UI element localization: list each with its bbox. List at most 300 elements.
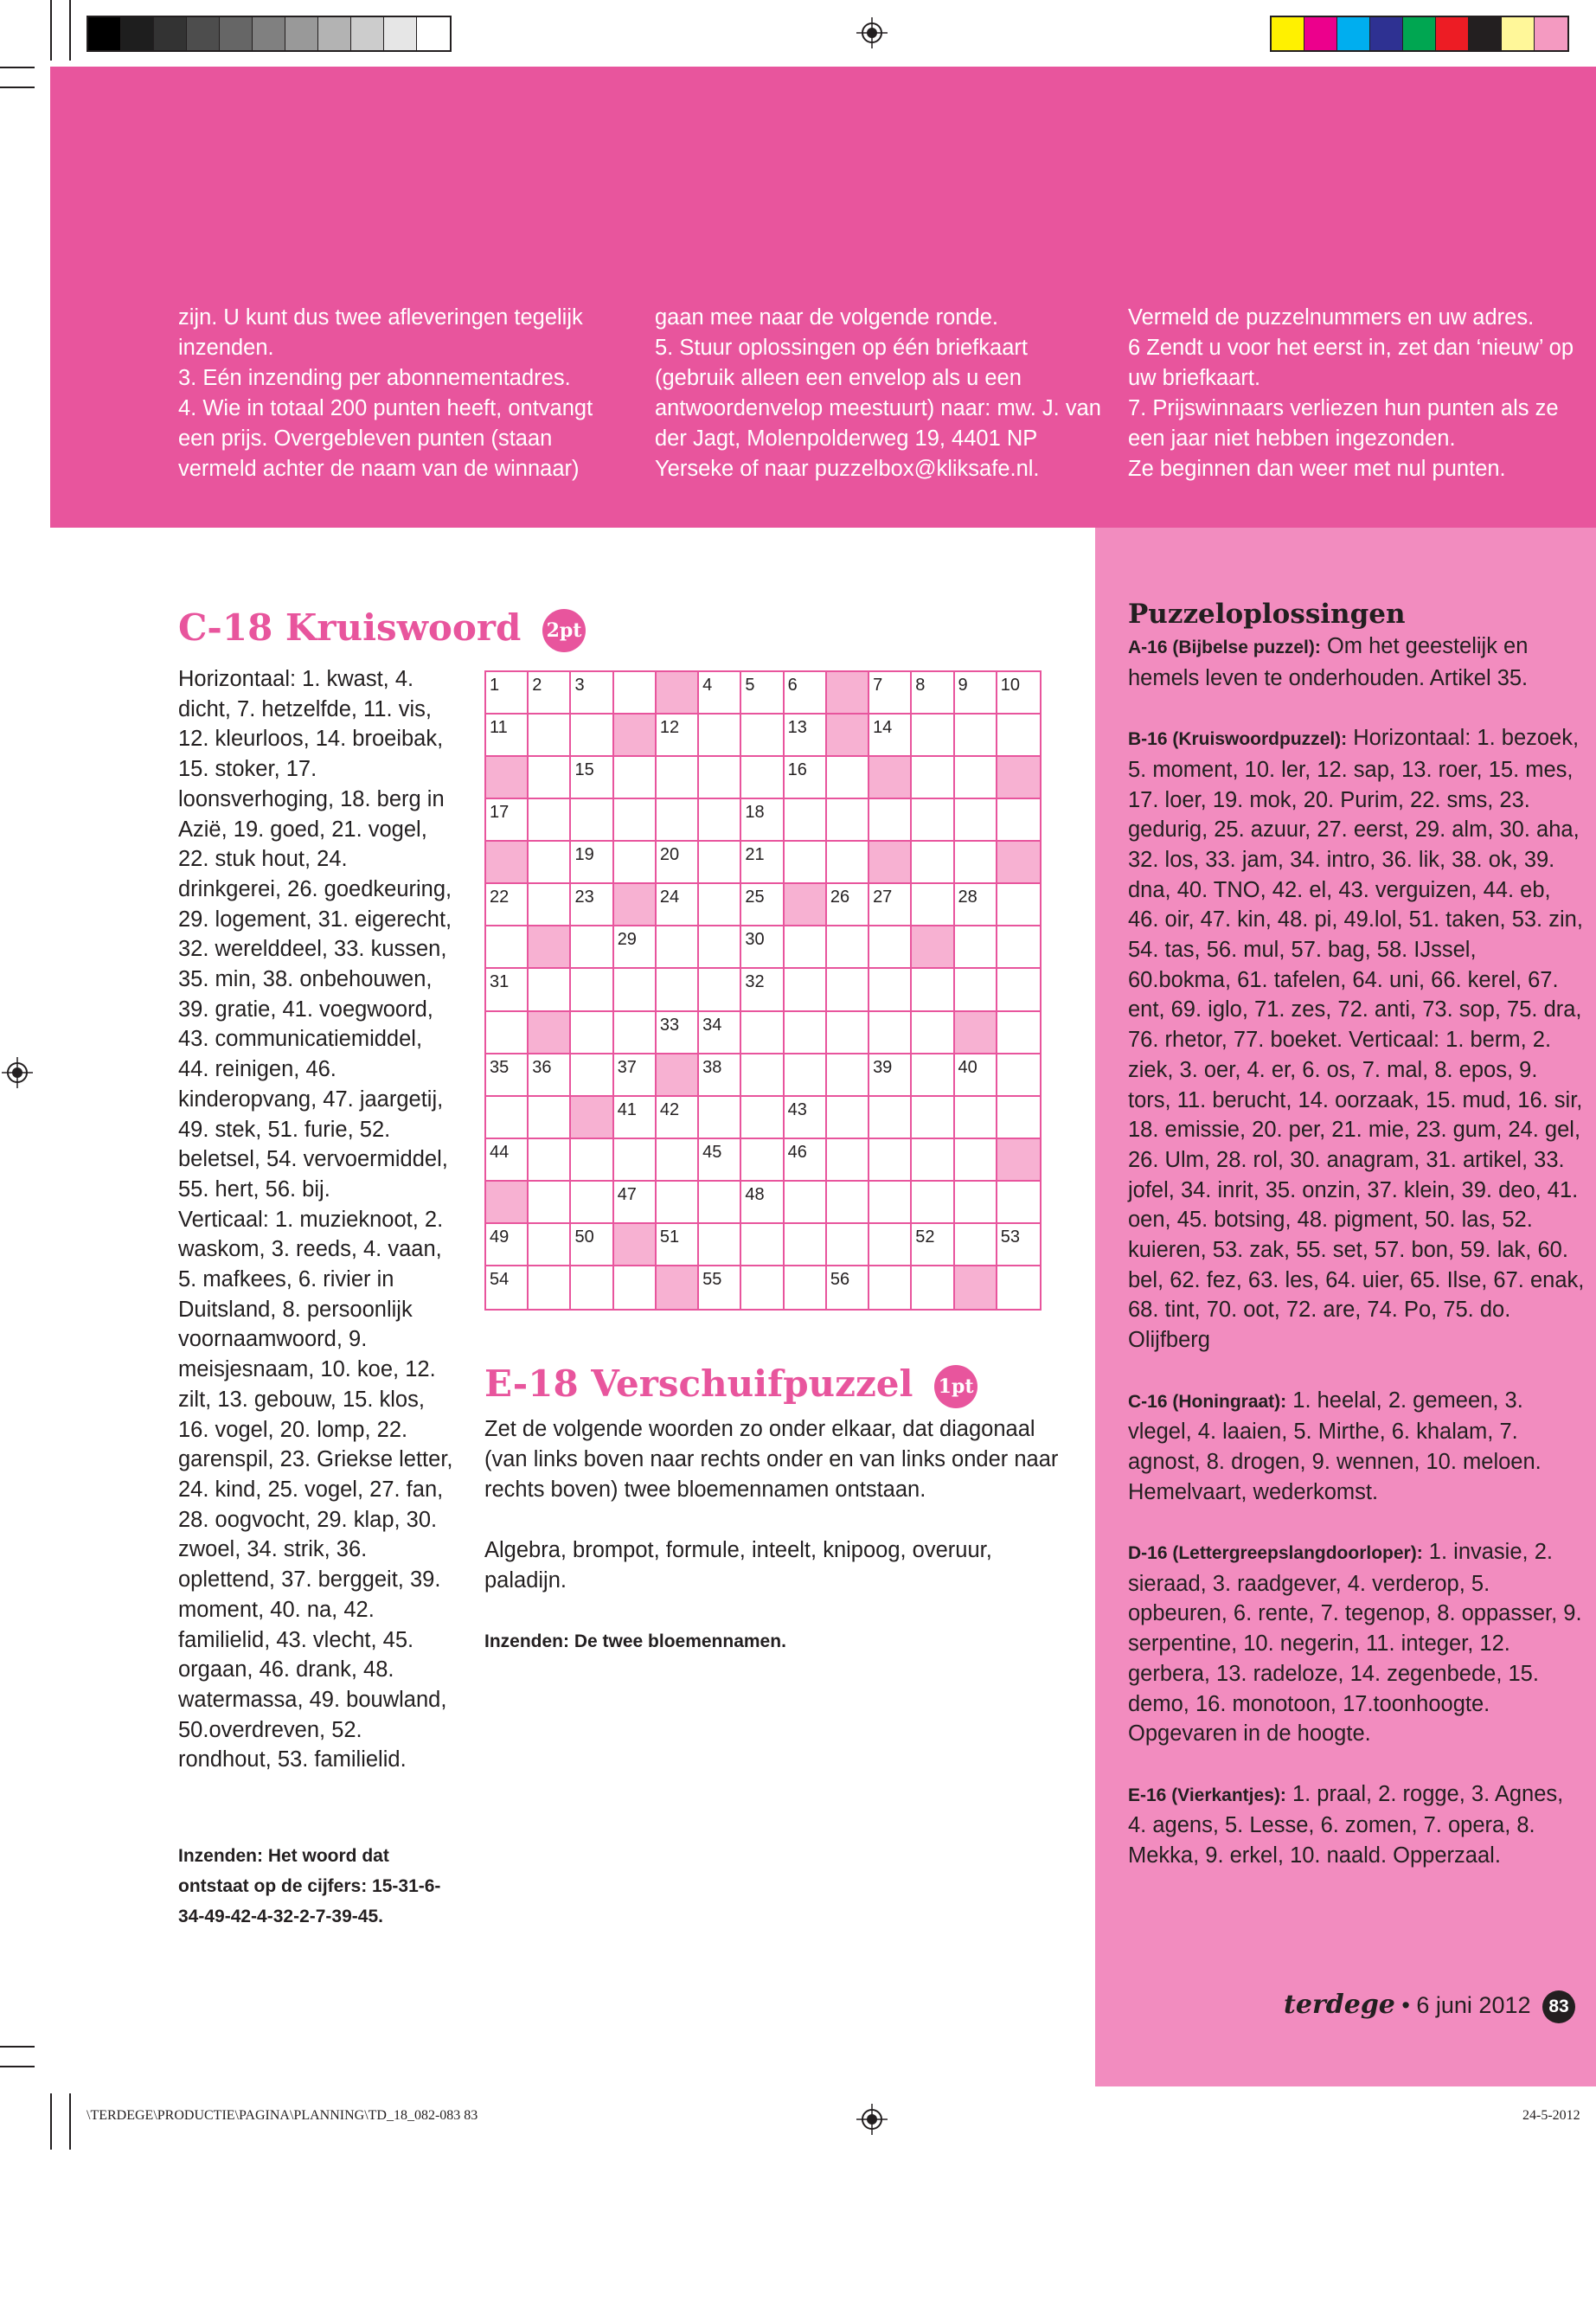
grid-cell (741, 1266, 784, 1309)
grid-cell (699, 842, 741, 884)
page-number: 83 (1542, 1990, 1575, 2023)
grid-block (955, 1012, 997, 1054)
grid-block (486, 842, 529, 884)
color-swatch (1535, 17, 1567, 50)
grid-cell (869, 1097, 912, 1139)
grid-cell (997, 1182, 1040, 1224)
grid-cell (741, 672, 784, 715)
color-swatch (154, 17, 187, 50)
grid-cell (785, 926, 827, 969)
grid-cell (571, 1182, 613, 1224)
process-color-bar (1270, 16, 1569, 52)
cell-number: 18 (745, 803, 765, 823)
grid-block (997, 1139, 1040, 1182)
cell-number: 48 (745, 1184, 765, 1204)
grid-cell (741, 926, 784, 969)
grid-cell (571, 1266, 613, 1309)
cell-number: 35 (490, 1057, 510, 1077)
grid-cell (912, 969, 954, 1011)
grid-cell (657, 715, 699, 757)
grid-cell (955, 884, 997, 926)
grid-cell (529, 1266, 571, 1309)
grid-cell (912, 1182, 954, 1224)
grid-block (529, 1012, 571, 1054)
grid-cell (785, 1097, 827, 1139)
cell-number: 44 (490, 1142, 510, 1162)
cell-number: 25 (745, 888, 765, 907)
grid-cell (486, 1224, 529, 1266)
color-swatch (1337, 17, 1370, 50)
cell-number: 45 (702, 1142, 722, 1162)
crop-mark (0, 2066, 35, 2067)
grid-cell (657, 1139, 699, 1182)
verschuif-intro: Zet de volgende woorden zo onder elkaar, dat diagonaal (van links boven naar rechts onder en van links onder naar rechts boven) twee bloemennamen ontstaan. (484, 1417, 1059, 1502)
grid-cell (657, 969, 699, 1011)
grid-cell (827, 1012, 869, 1054)
verschuif-heading (484, 1362, 977, 1408)
color-swatch (1272, 17, 1304, 50)
grid-cell (741, 799, 784, 842)
grid-cell (486, 799, 529, 842)
grid-cell (657, 799, 699, 842)
rules-column-1 (178, 303, 628, 484)
grid-cell (955, 1139, 997, 1182)
grid-block (657, 1266, 699, 1309)
grid-cell (785, 1266, 827, 1309)
cell-number: 17 (490, 803, 510, 823)
grid-cell (614, 799, 657, 842)
color-swatch (351, 17, 384, 50)
cell-number: 26 (830, 888, 850, 907)
cell-number: 43 (787, 1099, 807, 1119)
grid-cell (955, 842, 997, 884)
cell-number: 47 (617, 1184, 637, 1204)
grid-cell (486, 884, 529, 926)
cell-number: 53 (1000, 1227, 1021, 1247)
grid-cell (869, 799, 912, 842)
rule-line: Ze beginnen dan weer met nul punten. (1128, 457, 1506, 481)
cell-number: 34 (702, 1015, 722, 1035)
solution-item (1128, 1386, 1585, 1508)
grid-cell (486, 1054, 529, 1097)
grid-cell (997, 1266, 1040, 1309)
solution-item (1128, 1779, 1585, 1871)
grid-cell (827, 842, 869, 884)
grid-cell (571, 1224, 613, 1266)
print-slug: \TERDEGE\PRODUCTIE\PAGINA\PLANNING\TD_18_082-083 83 (87, 2108, 478, 2123)
solution-item (1128, 723, 1585, 1356)
grid-cell (912, 672, 954, 715)
grid-cell (571, 926, 613, 969)
grid-cell (529, 715, 571, 757)
cell-number: 7 (873, 676, 883, 695)
grid-cell (614, 926, 657, 969)
grid-cell (529, 884, 571, 926)
grid-block (827, 715, 869, 757)
grid-cell (955, 969, 997, 1011)
solution-text: Om het geestelijk en hemels leven te onderhouden. Artikel 35. (1128, 634, 1529, 690)
grid-cell (869, 1266, 912, 1309)
grid-cell (699, 715, 741, 757)
grid-cell (827, 1139, 869, 1182)
grid-cell (912, 884, 954, 926)
kruiswoord-heading (178, 606, 586, 652)
color-swatch (384, 17, 417, 50)
grid-cell (699, 672, 741, 715)
cell-number: 14 (873, 718, 893, 738)
grid-cell (912, 1224, 954, 1266)
grid-cell (741, 1054, 784, 1097)
solution-text: 1. invasie, 2. sieraad, 3. raadgever, 4. verderop, 5. opbeuren, 6. rente, 7. tegenop, 8. oppasser, 9. serpentine, 10. negerin, 11. integer, 12. gerbera, 13. radeloze, 14. zegenbede, 15. demo, 16. monotoon, 17.toonhoogte. Opgevaren in de hoogte. (1128, 1540, 1582, 1747)
grid-cell (529, 969, 571, 1011)
grid-cell (486, 1012, 529, 1054)
cell-number: 36 (532, 1057, 552, 1077)
grid-cell (614, 1097, 657, 1139)
verschuif-title: E-18 Verschuifpuzzel (484, 1362, 913, 1405)
grid-cell (955, 672, 997, 715)
grid-cell (785, 757, 827, 799)
grid-cell (699, 884, 741, 926)
points-badge: 2pt (542, 609, 586, 652)
grid-cell (869, 1182, 912, 1224)
grid-cell (955, 799, 997, 842)
solution-text: Horizontaal: 1. bezoek, 5. moment, 10. ler, 12. sap, 13. roer, 15. mes, 17. loer, 19. mok, 20. Purim, 22. sms, 23. gedurig, 25. azuur, 27. eerst, 29. alm, 30. aha, 32. los, 33. jam, 34. intro, 36. lik, 38. ok, 39. dna, 40. TNO, 42. el, 43. verguizen, 44. eb, 46. oir, 47. kin, 48. pi, 49.lol, 51. taken, 53. zin, 54. tas, 56. mul, 57. bag, 58. IJssel, 60.bokma, 61. tafelen, 64. uni, 66. kerel, 67. ent, 69. iglo, 71. zes, 72. anti, 73. sop, 75. dra, 76. rhetor, 77. boeket. Verticaal: 1. berm, 2. ziek, 3. oer, 4. er, 6. os, 7. mal, 8. epos, 9. tors, 11. berucht, 14. oorzaak, 15. mud, 16. sir, 18. emissie, 20. per, 21. mie, 23. gum, 24. gel, 26. Ulm, 28. rol, 30. anagram, 31. artikel, 33. jofel, 34. inrit, 35. onzin, 37. klein, 39. deo, 41. oen, 45. botsing, 48. pigment, 50. las, 52. kuieren, 53. zak, 55. set, 57. bon, 59. lak, 60. bel, 62. fez, 63. les, 64. uier, 65. Ilse, 67. enak, 68. tint, 70. oot, 72. are, 74. Po, 75. do. Olijfberg (1128, 726, 1585, 1353)
verschuif-body (484, 1414, 1073, 1687)
grid-cell (997, 1097, 1040, 1139)
grid-cell (869, 1012, 912, 1054)
grid-cell (657, 1012, 699, 1054)
grid-cell (997, 715, 1040, 757)
registration-mark-icon (2, 1057, 33, 1088)
cell-number: 11 (490, 718, 508, 738)
crop-mark (69, 0, 71, 61)
grid-cell (741, 842, 784, 884)
grid-cell (827, 969, 869, 1011)
cell-number: 22 (490, 888, 510, 907)
grid-cell (486, 926, 529, 969)
grid-cell (912, 715, 954, 757)
grid-cell (827, 884, 869, 926)
cell-number: 51 (659, 1227, 680, 1247)
grid-block (657, 672, 699, 715)
solutions-title: Puzzeloplossingen (1128, 599, 1406, 630)
grid-cell (486, 672, 529, 715)
grid-cell (785, 969, 827, 1011)
cell-number: 32 (745, 972, 765, 992)
grid-cell (785, 715, 827, 757)
color-swatch (1469, 17, 1502, 50)
cell-number: 8 (915, 676, 926, 695)
grid-cell (529, 799, 571, 842)
grid-block (869, 842, 912, 884)
cell-number: 20 (659, 845, 680, 865)
cell-number: 10 (1000, 676, 1021, 695)
cell-number: 52 (915, 1227, 935, 1247)
crop-mark (50, 2093, 52, 2150)
rule-line: 7. Prijswinnaars verliezen hun punten als ze een jaar niet hebben ingezonden. (1128, 396, 1559, 451)
grid-cell (657, 757, 699, 799)
rule-line: Vermeld de puzzelnummers en uw adres. (1128, 305, 1535, 330)
grid-block (657, 1054, 699, 1097)
cell-number: 28 (958, 888, 977, 907)
cell-number: 40 (958, 1057, 977, 1077)
cell-number: 19 (574, 845, 594, 865)
grid-cell (571, 672, 613, 715)
grid-cell (785, 672, 827, 715)
cell-number: 56 (830, 1269, 850, 1289)
grid-cell (827, 1097, 869, 1139)
grid-block (955, 1266, 997, 1309)
color-swatch (121, 17, 154, 50)
grid-cell (741, 969, 784, 1011)
solution-label: C-16 (Honingraat): (1128, 1391, 1287, 1412)
grid-block (529, 926, 571, 969)
cell-number: 49 (490, 1227, 510, 1247)
color-swatch (417, 17, 450, 50)
rules-column-2 (655, 303, 1105, 484)
grid-cell (571, 969, 613, 1011)
color-swatch (1370, 17, 1403, 50)
color-swatch (318, 17, 351, 50)
solution-item (1128, 631, 1585, 693)
grid-cell (741, 757, 784, 799)
cell-number: 30 (745, 930, 765, 950)
grid-cell (741, 1012, 784, 1054)
crop-mark (0, 67, 35, 68)
clues-vertical: Verticaal: 1. muzieknoot, 2. waskom, 3. reeds, 4. vaan, 5. mafkees, 6. rivier in Duitsland, 8. persoonlijk voornaamwoord, 9. meisjesnaam, 10. koe, 12. zilt, 13. gebouw, 15. klos, 16. vogel, 20. lomp, 22. garenspil, 23. Griekse letter, 24. kind, 25. vogel, 27. fan, 28. oogvocht, 29. klap, 30. zwoel, 34. strik, 36. oplettend, 37. berggeit, 39. moment, 40. na, 42. familielid, 43. vlecht, 45. orgaan, 46. drank, 48. watermassa, 49. bouwland, 50.overdreven, 52. rondhout, 53. familielid. (178, 1207, 453, 1772)
grid-cell (912, 1139, 954, 1182)
grid-cell (827, 1182, 869, 1224)
grid-cell (699, 1054, 741, 1097)
points-badge: 1pt (934, 1365, 977, 1408)
grid-cell (614, 842, 657, 884)
rule-line: zijn. U kunt dus twee afleveringen tegelijk inzenden. (178, 305, 583, 360)
grid-cell (571, 799, 613, 842)
grid-cell (571, 715, 613, 757)
verschuif-instruction: Inzenden: De twee bloemennamen. (484, 1631, 786, 1651)
cell-number: 1 (490, 676, 500, 695)
grid-cell (869, 1054, 912, 1097)
color-swatch (285, 17, 318, 50)
grid-cell (741, 1224, 784, 1266)
grid-cell (955, 1054, 997, 1097)
grid-cell (614, 1012, 657, 1054)
grid-cell (955, 1182, 997, 1224)
grid-block (827, 672, 869, 715)
grid-block (997, 842, 1040, 884)
grid-cell (614, 1266, 657, 1309)
grid-cell (912, 1097, 954, 1139)
grid-block (997, 757, 1040, 799)
crop-mark (50, 0, 52, 61)
grid-cell (827, 1266, 869, 1309)
rule-line: 3. Eén inzending per abonnementadres. (178, 366, 571, 390)
cell-number: 16 (787, 760, 807, 780)
cell-number: 37 (617, 1057, 637, 1077)
crop-mark (69, 2093, 71, 2150)
solution-label: A-16 (Bijbelse puzzel): (1128, 638, 1321, 657)
registration-mark-icon (856, 2104, 888, 2135)
grid-cell (912, 1266, 954, 1309)
brand-logo: terdege (1284, 1990, 1395, 2020)
grid-block (785, 884, 827, 926)
grid-block (614, 715, 657, 757)
grid-cell (741, 1097, 784, 1139)
grid-cell (614, 1182, 657, 1224)
grid-cell (614, 1139, 657, 1182)
cell-number: 3 (574, 676, 585, 695)
crop-mark (0, 87, 35, 88)
cell-number: 24 (659, 888, 680, 907)
cell-number: 5 (745, 676, 755, 695)
cell-number: 39 (873, 1057, 893, 1077)
grid-cell (571, 884, 613, 926)
grid-cell (699, 1266, 741, 1309)
solution-text: 1. praal, 2. rogge, 3. Agnes, 4. agens, 5. Lesse, 6. zomen, 7. opera, 8. Mekka, 9. erkel, 10. naald. Opperzaal. (1128, 1781, 1564, 1868)
grid-cell (699, 757, 741, 799)
grid-cell (529, 1097, 571, 1139)
grid-cell (997, 969, 1040, 1011)
grid-cell (955, 715, 997, 757)
cell-number: 42 (659, 1099, 680, 1119)
print-date: 24-5-2012 (1522, 2108, 1580, 2123)
grid-cell (785, 1224, 827, 1266)
footer-bullet: • (1401, 1992, 1417, 2018)
grid-cell (955, 1224, 997, 1266)
color-swatch (1436, 17, 1469, 50)
grid-cell (869, 969, 912, 1011)
grid-cell (997, 672, 1040, 715)
grid-cell (657, 1224, 699, 1266)
grid-cell (529, 842, 571, 884)
color-swatch (1304, 17, 1337, 50)
grid-cell (785, 842, 827, 884)
grid-cell (997, 1224, 1040, 1266)
cell-number: 23 (574, 888, 594, 907)
grid-cell (529, 1182, 571, 1224)
cell-number: 31 (490, 972, 510, 992)
grid-cell (912, 799, 954, 842)
grid-cell (741, 1182, 784, 1224)
grid-cell (869, 1139, 912, 1182)
grid-cell (486, 1097, 529, 1139)
grid-cell (571, 1139, 613, 1182)
rule-line: 6 Zendt u voor het eerst in, zet dan ‘nieuw’ op uw briefkaart. (1128, 336, 1574, 390)
grid-cell (529, 1139, 571, 1182)
grid-cell (571, 842, 613, 884)
grid-block (614, 884, 657, 926)
grid-block (571, 1097, 613, 1139)
grid-cell (827, 926, 869, 969)
solution-label: E-16 (Vierkantjes): (1128, 1785, 1286, 1805)
grid-cell (955, 926, 997, 969)
kruiswoord-instruction: Inzenden: Het woord dat ontstaat op de cijfers: 15-31-6-34-49-42-4-32-2-7-39-45. (178, 1846, 441, 1926)
grid-cell (699, 969, 741, 1011)
cell-number: 6 (787, 676, 798, 695)
grid-cell (955, 757, 997, 799)
grid-cell (657, 1097, 699, 1139)
grid-cell (912, 1054, 954, 1097)
cell-number: 41 (617, 1099, 637, 1119)
grid-cell (912, 842, 954, 884)
color-swatch (88, 17, 121, 50)
grid-cell (827, 757, 869, 799)
grid-cell (657, 842, 699, 884)
grid-cell (571, 757, 613, 799)
registration-mark-icon (856, 17, 888, 48)
cell-number: 21 (745, 845, 765, 865)
crossword-grid (484, 670, 1042, 1311)
color-swatch (1502, 17, 1535, 50)
cell-number: 29 (617, 930, 637, 950)
grid-cell (785, 799, 827, 842)
grid-cell (529, 757, 571, 799)
cell-number: 9 (958, 676, 968, 695)
grid-cell (614, 969, 657, 1011)
solution-item (1128, 1537, 1585, 1749)
cell-number: 38 (702, 1057, 722, 1077)
color-swatch (187, 17, 220, 50)
grid-cell (699, 799, 741, 842)
grid-cell (699, 1182, 741, 1224)
cell-number: 15 (574, 760, 594, 780)
solution-label: D-16 (Lettergreepslangdoorloper): (1128, 1543, 1423, 1564)
grid-cell (699, 1012, 741, 1054)
rule-line: 4. Wie in totaal 200 punten heeft, ontvangt een prijs. Overgebleven punten (staan vermeld achter de naam van de winnaar) (178, 396, 593, 481)
grid-cell (741, 1139, 784, 1182)
grid-cell (657, 884, 699, 926)
clues-horizontal: Horizontaal: 1. kwast, 4. dicht, 7. hetzelfde, 11. vis, 12. kleurloos, 14. broeibak, 15. stoker, 17. loonsverhoging, 18. berg in Azië, 19. goed, 21. vogel, 22. stuk hout, 24. drinkgerei, 26. goedkeuring, 29. logement, 31. eigerecht, 32. werelddeel, 33. kussen, 35. min, 38. onbehouwen, 39. gratie, 41. voegwoord, 43. communicatiemiddel, 44. reinigen, 46. kinderopvang, 47. jaargetij, 49. stek, 51. furie, 52. beletsel, 54. vervoermiddel, 55. hert, 56. bij. (178, 667, 452, 1202)
color-swatch (1403, 17, 1436, 50)
grid-cell (699, 1139, 741, 1182)
cell-number: 54 (490, 1269, 510, 1289)
rule-line: 5. Stuur oplossingen op één briefkaart (gebruik alleen een envelop als u een antwoordenvelop meestuurt) naar: mw. J. van der Jagt, Molenpolderweg 19, 4401 NP Yerseke of naar puzzelbox@kliksafe.nl. (655, 336, 1101, 481)
grid-cell (741, 715, 784, 757)
grid-block (486, 1182, 529, 1224)
color-swatch (253, 17, 285, 50)
cell-number: 4 (702, 676, 713, 695)
grid-cell (827, 799, 869, 842)
grid-cell (997, 884, 1040, 926)
grid-cell (529, 1054, 571, 1097)
grid-cell (657, 926, 699, 969)
solution-label: B-16 (Kruiswoordpuzzel): (1128, 729, 1348, 750)
rule-line: gaan mee naar de volgende ronde. (655, 305, 998, 330)
grid-cell (869, 672, 912, 715)
footer-date: 6 juni 2012 (1416, 1992, 1531, 2018)
grid-cell (529, 1224, 571, 1266)
grid-cell (529, 672, 571, 715)
grid-cell (486, 715, 529, 757)
grid-cell (869, 715, 912, 757)
kruiswoord-clues (178, 664, 455, 1775)
grid-cell (997, 926, 1040, 969)
grid-block (912, 926, 954, 969)
grid-cell (571, 1012, 613, 1054)
grid-cell (699, 926, 741, 969)
grid-cell (827, 1054, 869, 1097)
grid-cell (699, 1097, 741, 1139)
cell-number: 2 (532, 676, 542, 695)
grid-cell (869, 1224, 912, 1266)
grid-cell (997, 1012, 1040, 1054)
rules-column-3 (1128, 303, 1578, 484)
grid-cell (827, 1224, 869, 1266)
grid-cell (614, 757, 657, 799)
grid-cell (997, 799, 1040, 842)
kruiswoord-title: C-18 Kruiswoord (178, 606, 522, 649)
cell-number: 13 (787, 718, 807, 738)
